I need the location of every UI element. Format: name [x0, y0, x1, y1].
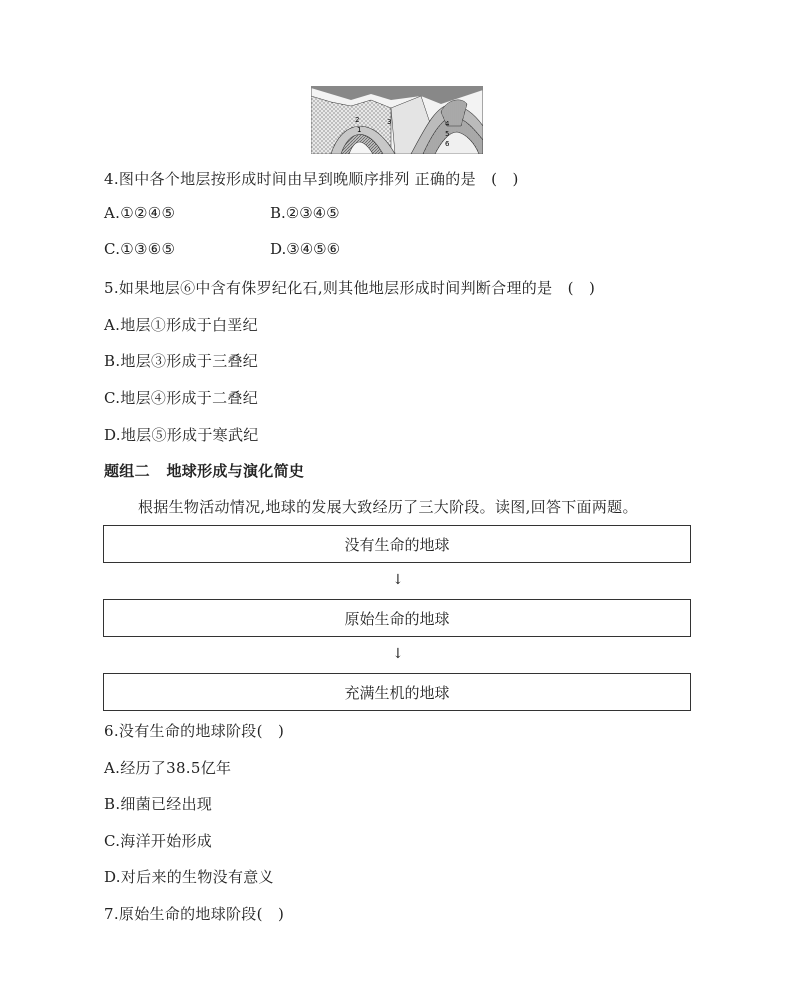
flow-stage-full-life [103, 673, 691, 711]
section-title: 题组二 地球形成与演化简史 [104, 462, 305, 480]
question-5-option-b: B.地层③形成于三叠纪 [104, 352, 259, 370]
flow-stage-label: 没有生命的地球 [344, 535, 450, 554]
question-4-option-a: A.①②④⑤ [104, 204, 176, 222]
down-arrow-icon: ↓ [392, 646, 404, 662]
section-intro: 根据生物活动情况,地球的发展大致经历了三大阶段。读图,回答下面两题。 [138, 498, 638, 516]
question-6-option-a: A.经历了38.5亿年 [104, 759, 232, 777]
question-6-stem: 6.没有生命的地球阶段( ) [104, 722, 285, 740]
question-5-option-d: D.地层⑤形成于寒武纪 [104, 426, 259, 444]
down-arrow-icon: ↓ [392, 572, 404, 588]
question-5-option-a: A.地层①形成于白垩纪 [104, 316, 258, 334]
question-6-option-c: C.海洋开始形成 [104, 832, 213, 850]
geology-cross-section-figure [311, 86, 483, 154]
flow-stage-label: 原始生命的地球 [344, 609, 450, 628]
question-4-option-d: D.③④⑤⑥ [270, 240, 341, 258]
question-6-option-b: B.细菌已经出现 [104, 795, 213, 813]
question-4-option-c: C.①③⑥⑤ [104, 240, 176, 258]
layer-label-4: 4 [445, 120, 450, 128]
flow-stage-label: 充满生机的地球 [344, 683, 450, 702]
question-5-option-c: C.地层④形成于二叠纪 [104, 389, 259, 407]
question-4-option-b: B.②③④⑤ [270, 204, 340, 222]
layer-label-5: 5 [445, 130, 450, 138]
flow-stage-no-life [103, 525, 691, 563]
flow-stage-primitive-life [103, 599, 691, 637]
layer-label-1: 1 [357, 126, 362, 134]
question-7-stem: 7.原始生命的地球阶段( ) [104, 905, 285, 923]
question-5-stem: 5.如果地层⑥中含有侏罗纪化石,则其他地层形成时间判断合理的是 ( ) [104, 279, 596, 297]
layer-label-3: 3 [387, 118, 392, 126]
question-6-option-d: D.对后来的生物没有意义 [104, 868, 274, 886]
layer-label-2: 2 [355, 116, 360, 124]
question-4-stem: 4.图中各个地层按形成时间由早到晚顺序排列 正确的是 ( ) [104, 170, 519, 188]
layer-label-6: 6 [445, 140, 450, 148]
